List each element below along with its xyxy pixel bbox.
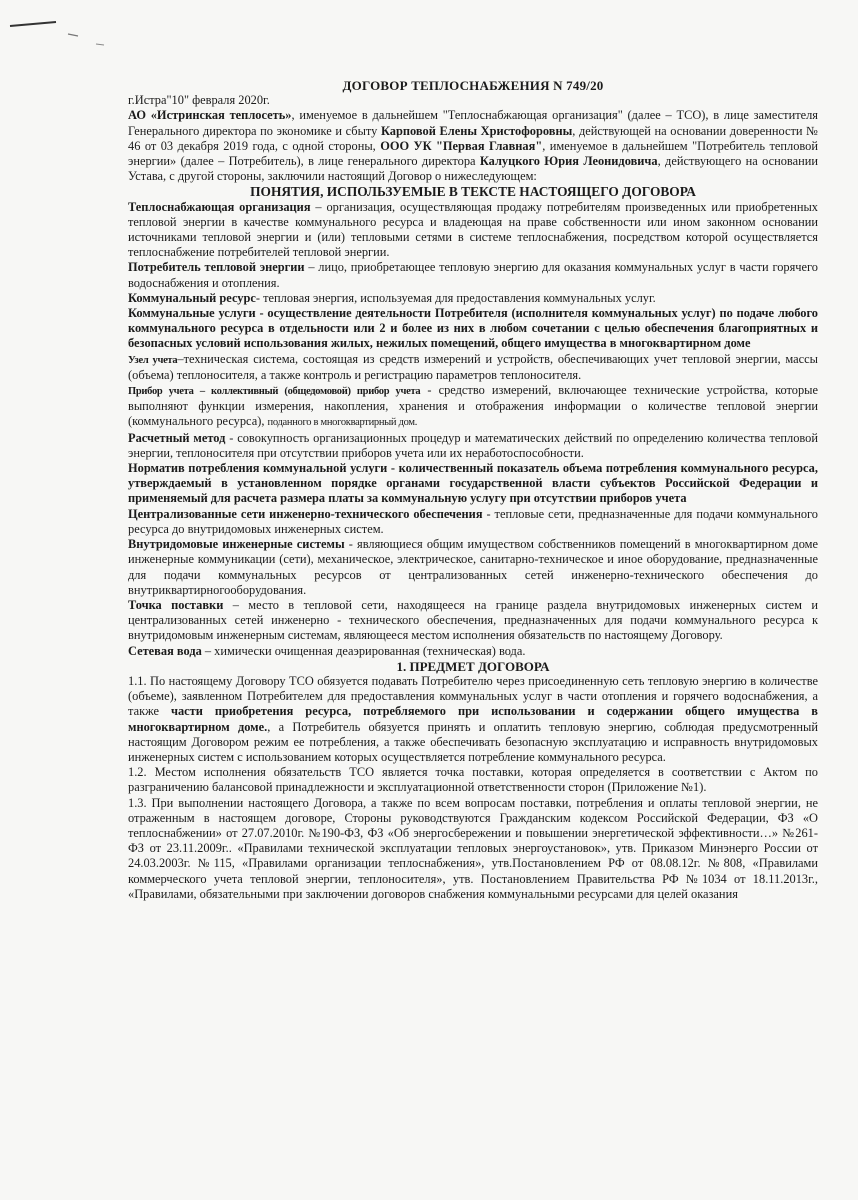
term-definition — [128, 352, 818, 383]
term-separator: - — [225, 430, 238, 445]
term-text-tail: поданного в многоквартирный дом. — [267, 417, 418, 429]
term-definition — [128, 306, 818, 352]
term-text: химически очищенная деаэрированная (техническая) вода. — [214, 643, 526, 658]
term-separator: - — [420, 383, 439, 398]
date-line: г.Истра"10" февраля 2020г. — [128, 93, 270, 108]
intro-segment: , действующей на основании доверенности № 46 от 03 декабря 2019 года, с одной стороны, — [128, 123, 819, 153]
term-text: место в тепловой сети, находящееся на границе раздела внутридомовых инженерных систем и централизованных сетей инженерно - технического обеспечения, предназначенных для подачи коммунального ресурса к внутридомовым инженерным системам, являющееся местом исполнения обязательств по настоящему Договору. — [128, 597, 818, 643]
term-name: Централизованные сети инженерно-технического обеспечения — [128, 506, 483, 521]
term-separator: - — [255, 290, 264, 305]
document-body — [128, 78, 818, 902]
term-name: Коммунальный ресурс — [128, 290, 256, 305]
term-definition — [128, 461, 818, 507]
term-text: осуществление деятельности Потребителя (исполнителя коммунальных услуг) по подаче любого коммунального ресурса в отдельности или 2 и более из них в любом сочетании с целью обеспечения благоприятных и безопасных условий использования жилых, нежилых помещений, общего имущества в многоквартирном доме — [128, 306, 818, 351]
term-separator: - — [255, 306, 268, 321]
clause-1-1-segment: , а Потребитель обязуется принять и оплатить тепловую энергию, соблюдая предусмотренный настоящим Договором режим ее потребления, а также обеспечивать безопасную эксплуатацию и исправность внутридомовых инженерных систем с использованием которых осуществляется потребление коммунального ресурса. — [128, 719, 819, 764]
term-text: тепловые сети, предназначенные для подачи коммунального ресурса до внутридомовых инженерных систем. — [128, 506, 818, 536]
term-separator: - — [387, 461, 399, 476]
term-text: средство измерений, включающее технические устройства, которые выполняют функции измерения, накопления, хранения и отображения информации о количестве тепловой энергии (коммунального ресурса), — [128, 383, 818, 429]
term-name: Теплоснабжающая организация — [128, 199, 311, 214]
terms-list — [128, 200, 818, 659]
term-text: количественный показатель объема потребления коммунального ресурса, утверждаемый в установленном порядке органами государственной власти субъектов Российской Федерации и применяемый для расчета размера платы за коммунальную услугу при отсутствии приборов учета — [128, 461, 818, 506]
term-separator: - — [482, 506, 495, 521]
intro-segment: Карповой Елены Христофоровны — [380, 123, 573, 138]
term-name: Норматив потребления коммунальной услуги — [128, 461, 388, 476]
intro-segment: ООО УК "Первая Главная" — [380, 138, 543, 153]
term-name: Точка поставки — [128, 597, 224, 612]
term-separator: – — [223, 597, 249, 612]
term-separator: – — [177, 351, 184, 366]
term-text: техническая система, состоящая из средств измерений и устройств, обеспечивающих учет тепловой энергии, массы (объема) теплоносителя, а также контроль и регистрацию параметров теплоносителя. — [128, 351, 819, 382]
term-name: Узел учета — [128, 354, 178, 366]
term-name: Прибор учета – коллективный (общедомовой) прибор учета — [128, 386, 421, 398]
term-definition — [128, 291, 818, 306]
term-text: являющиеся общим имуществом собственников помещений в многоквартирном доме инженерные коммуникации (сети), механическое, электрическое, санитарно-техническое и иное оборудование, предназначенные для подачи коммунальных ресурсов от централизованных сетей инженерно-технического обеспечения до внутриквартирногооборудования. — [128, 537, 818, 597]
term-text: организация, осуществляющая продажу потребителям произведенных или приобретенных тепловой энергии в качестве коммунального ресурса и владеющая на праве собственности или ином законном основании источниками тепловой энергии и (или) тепловыми сетями в системе теплоснабжения, посредством которой осуществляется теплоснабжение потребителей тепловой энергии. — [128, 199, 819, 260]
term-separator: - — [344, 537, 358, 552]
term-text: тепловая энергия, используемая для предоставления коммунальных услуг. — [263, 290, 656, 305]
scan-artifact-mark — [8, 14, 118, 50]
term-definition — [128, 260, 818, 290]
term-separator: – — [201, 643, 215, 658]
clause-1-1-segment: 1.1. По настоящему Договору ТСО обязуется подавать Потребителю через присоединенную сеть тепловую энергию в количестве (объеме), заявленном Потребителем для предоставления коммунальных услуг в части отопления и горячего водоснабжения, а также — [128, 673, 818, 719]
term-definition — [128, 507, 818, 537]
term-name: Расчетный метод — [128, 430, 226, 445]
intro-segment: АО «Истринская теплосеть» — [128, 108, 292, 123]
term-text: лицо, приобретающее тепловую энергию для оказания коммунальных услуг в части горячего водоснабжения и отопления. — [128, 260, 819, 290]
clause-1-1-segment: части приобретения ресурса, потребляемого при использовании и содержании общего имущества в многоквартирном доме. — [128, 704, 818, 734]
terms-heading: ПОНЯТИЯ, ИСПОЛЬЗУЕМЫЕ В ТЕКСТЕ НАСТОЯЩЕГО ДОГОВОРА — [250, 184, 696, 200]
term-text: совокупность организационных процедур и математических действий по определению количества тепловой энергии, теплоносителя при отсутствии приборов учета или их неработоспособности. — [128, 430, 818, 460]
term-name: Сетевая вода — [128, 643, 202, 658]
intro-segment: , именуемое в дальнейшем "Теплоснабжающая организация" (далее – ТСО), в лице заместителя Генерального директора по экономике и сбыту — [128, 108, 818, 138]
term-definition — [128, 537, 818, 598]
intro-segment: Калуцкого Юрия Леонидовича — [479, 154, 658, 169]
term-definition — [128, 598, 818, 644]
term-definition — [128, 200, 818, 261]
term-definition — [128, 431, 818, 461]
clause-1-2: 1.2. Местом исполнения обязательств ТСО является точка поставки, которая определяется в соответствии с Актом по разграничению балансовой принадлежности и эксплуатационной ответственности сторон (Приложение №1). — [128, 765, 818, 795]
term-name: Коммунальные услуги — [128, 306, 256, 321]
clause-1-1 — [128, 674, 818, 765]
intro-segment: , именуемое в дальнейшем "Потребитель тепловой энергии» (далее – Потребитель), в лице генерального директора — [128, 138, 818, 169]
term-separator: – — [304, 260, 319, 275]
term-definition — [128, 383, 818, 431]
intro-segment: , действующего на основании Устава, с другой стороны, заключили настоящий Договор о нижеследующем: — [128, 154, 818, 184]
term-separator: – — [310, 199, 327, 214]
contract-title: ДОГОВОР ТЕПЛОСНАБЖЕНИЯ N 749/20 — [342, 78, 604, 93]
term-name: Потребитель тепловой энергии — [128, 260, 305, 275]
clause-1-3: 1.3. При выполнении настоящего Договора, а также по всем вопросам поставки, потребления и оплаты тепловой энергии, не отраженным в настоящем договоре, Стороны руководствуются Гражданским кодексом Российской Федерации, ФЗ «О теплоснабжении» от 27.07.2010г. №190-ФЗ, ФЗ «Об энергосбережении и повышении энергетической эффективности…» №261-ФЗ от 23.11.2009г.. «Правилами технической эксплуатации тепловых энергоустановок», утв. Приказом Минэнерго России от 24.03.2003г. №115, «Правилами организации теплоснабжения», утв.Постановлением РФ от 08.08.12г. №808, «Правилами коммерческого учета тепловой энергии, теплоносителя», утв. Постановлением Правительства РФ №1034 от 18.11.2013г., «Правилами, обязательными при заключении договоров снабжения коммунальными ресурсами для целей оказания — [128, 795, 818, 901]
term-definition — [128, 644, 818, 659]
term-name: Внутридомовые инженерные системы — [128, 537, 345, 552]
section-1-heading: 1. ПРЕДМЕТ ДОГОВОРА — [396, 658, 550, 674]
intro-paragraph — [128, 108, 818, 184]
